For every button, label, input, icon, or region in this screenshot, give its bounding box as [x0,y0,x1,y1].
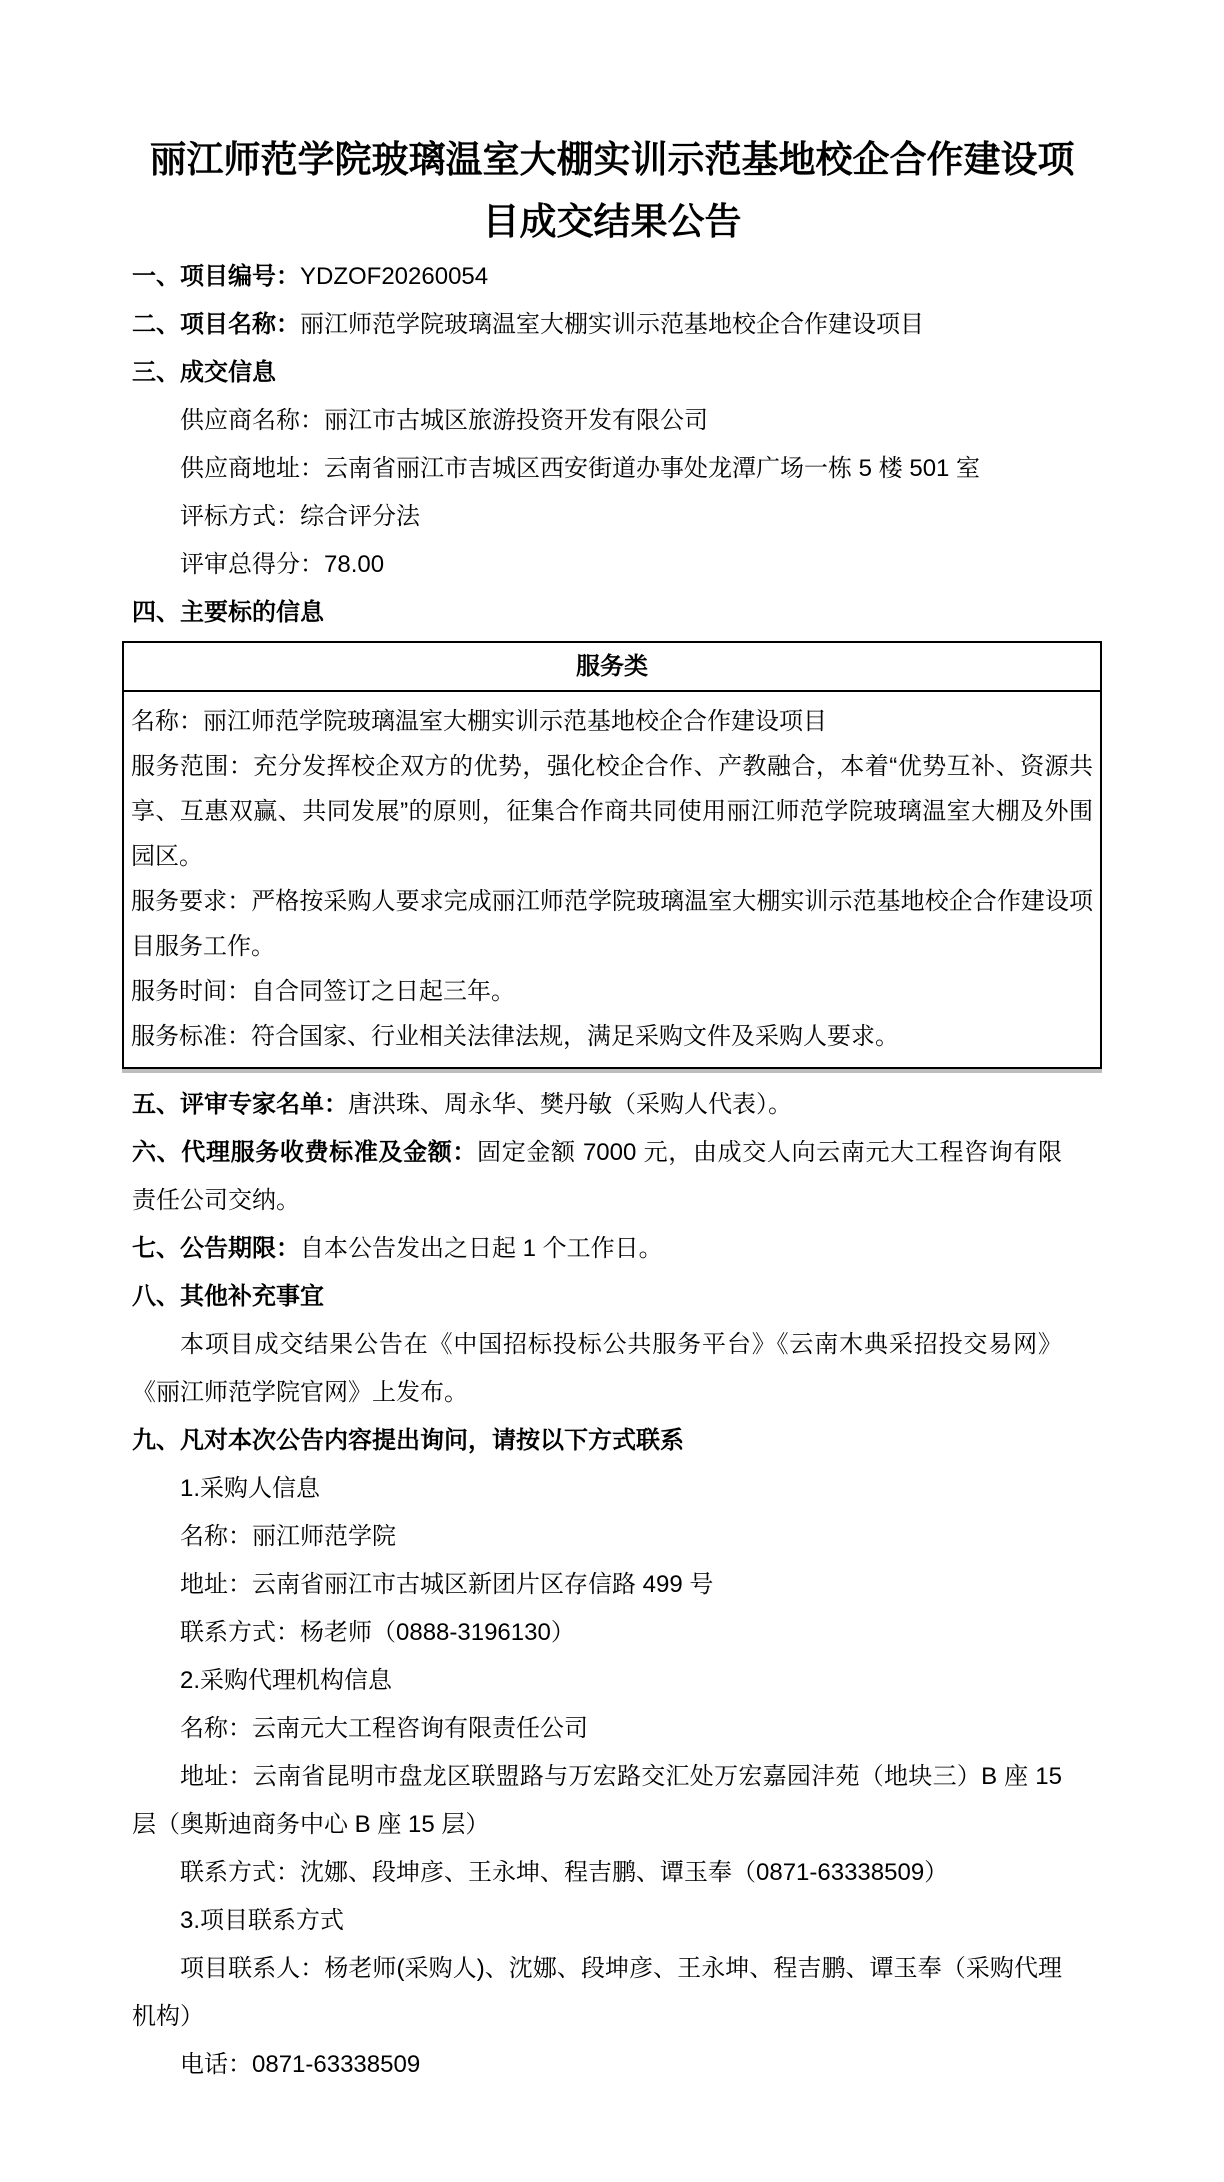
project-name-value: 丽江师范学院玻璃温室大棚实训示范基地校企合作建设项目 [300,311,924,338]
table-body-cell [123,691,1101,1068]
project-contact-heading: 3.项目联系方式 [180,1907,345,1934]
agency-fee-value: 固定金额 7000 元，由成交人向云南元大工程咨询有限责任公司交纳。 [132,1139,1062,1214]
document-title: 丽江师范学院玻璃温室大棚实训示范基地校企合作建设项目成交结果公告 [149,139,1075,242]
agency-fee-label: 六、代理服务收费标准及金额： [132,1139,478,1166]
expert-list-label: 五、评审专家名单： [132,1091,348,1118]
agency-contact-line: 联系方式：沈娜、段坤彦、王永坤、程吉鹏、谭玉奉（0871-63338509） [180,1859,949,1886]
announcement-period-label: 七、公告期限： [132,1235,300,1262]
subject-name-row: 名称：丽江师范学院玻璃温室大棚实训示范基地校企合作建设项目 [131,708,827,735]
other-matters-heading: 八、其他补充事宜 [132,1283,324,1310]
service-period-row: 服务时间：自合同签订之日起三年。 [131,978,515,1005]
subject-info-table [122,641,1102,1069]
expert-list-line [132,1081,1062,1129]
agency-info-heading: 2.采购代理机构信息 [180,1667,393,1694]
table-header-row [123,642,1101,691]
project-name-label: 二、项目名称： [132,311,300,338]
supplier-name-line: 供应商名称：丽江市古城区旅游投资开发有限公司 [180,407,708,434]
project-name-line [132,301,1062,349]
service-requirement-row: 服务要求：严格按采购人要求完成丽江师范学院玻璃温室大棚实训示范基地校企合作建设项目服务工作。 [131,888,1093,960]
table-header-service-category: 服务类 [123,642,1101,691]
evaluation-method-line: 评标方式：综合评分法 [180,503,420,530]
purchaser-contact-line: 联系方式：杨老师（0888-3196130） [180,1619,575,1646]
evaluation-score-line: 评审总得分：78.00 [180,551,385,578]
purchaser-name-line: 名称：丽江师范学院 [180,1523,396,1550]
project-number-value: YDZOF20260054 [300,263,489,290]
agency-address-line: 地址：云南省昆明市盘龙区联盟路与万宏路交汇处万宏嘉园沣苑（地块三）B 座 15 层（奥斯迪商务中心 B 座 15 层） [132,1763,1062,1838]
project-number-label: 一、项目编号： [132,263,300,290]
contact-section-heading: 九、凡对本次公告内容提出询问，请按以下方式联系 [132,1427,684,1454]
announcement-period-line [132,1225,1062,1273]
purchaser-address-line: 地址：云南省丽江市古城区新团片区存信路 499 号 [180,1571,714,1598]
project-contact-line: 项目联系人：杨老师(采购人)、沈娜、段坤彦、王永坤、程吉鹏、谭玉奉（采购代理机构） [132,1955,1062,2030]
agency-fee-line [132,1129,1062,1225]
project-number-line [132,253,1062,301]
table-body-row [123,691,1101,1068]
agency-name-line: 名称：云南元大工程咨询有限责任公司 [180,1715,588,1742]
supplier-address-line: 供应商地址：云南省丽江市吉城区西安街道办事处龙潭广场一栋 5 楼 501 室 [180,455,981,482]
publish-platforms-line: 本项目成交结果公告在《中国招标投标公共服务平台》《云南木典采招投交易网》《丽江师范学院官网》上发布。 [132,1331,1062,1406]
announcement-period-value: 自本公告发出之日起 1 个工作日。 [300,1235,663,1262]
award-info-heading: 三、成交信息 [132,359,276,386]
subject-info-heading: 四、主要标的信息 [132,599,324,626]
service-standard-row: 服务标准：符合国家、行业相关法律法规，满足采购文件及采购人要求。 [131,1023,899,1050]
service-scope-row: 服务范围：充分发挥校企双方的优势，强化校企合作、产教融合，本着“优势互补、资源共享、互惠双赢、共同发展”的原则，征集合作商共同使用丽江师范学院玻璃温室大棚及外围园区。 [131,753,1093,870]
purchaser-info-heading: 1.采购人信息 [180,1475,321,1502]
phone-line: 电话：0871-63338509 [180,2051,421,2078]
expert-list-value: 唐洪珠、周永华、樊丹敏（采购人代表）。 [348,1091,792,1118]
